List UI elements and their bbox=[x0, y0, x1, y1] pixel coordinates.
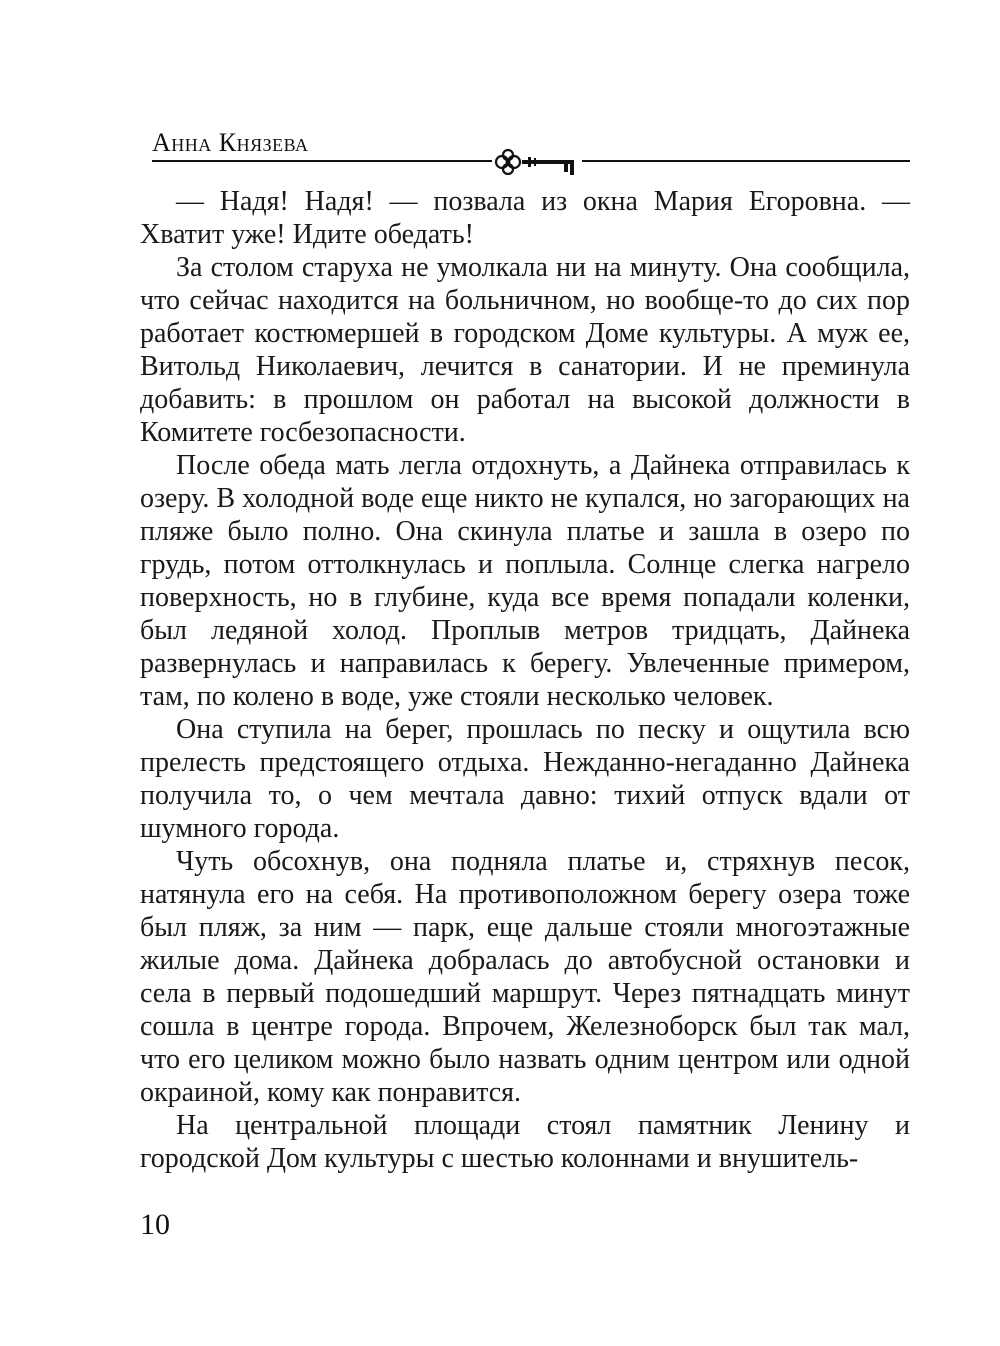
paragraph: Чуть обсохнув, она подняла платье и, стряхнув песок, натянула его на себя. На противоположном берегу озера тоже был пляж, за ним — парк, еще дальше стояли многоэтажные жилые дома. Дайнека добралась до автобусной остановки и села в первый подошедший маршрут. Через пятнадцать минут сошла в центре города. Впрочем, Железноборск был так мал, что его целиком можно было назвать одним центром или одной окраиной, кому как понравится. bbox=[140, 846, 910, 1108]
key-ornament-icon bbox=[492, 143, 582, 179]
paragraph: После обеда мать легла отдохнуть, а Дайнека отправилась к озеру. В холодной воде еще никто не купался, но загорающих на пляже было полно. Она скинула платье и зашла в озеро по грудь, потом оттолкнулась и поплыла. Солнце слегка нагрело поверхность, но в глубине, куда все время попадали коленки, был ледяной холод. Проплыв метров тридцать, Дайнека развернулась и направилась к берегу. Увлеченные примером, там, по колено в воде, уже стояли несколько человек. bbox=[140, 450, 910, 712]
paragraph: Она ступила на берег, прошлась по песку и ощутила всю прелесть предстоящего отдыха. Нежданно-негаданно Дайнека получила то, о чем мечтала давно: тихий отпуск вдали от шумного города. bbox=[140, 714, 910, 844]
page-number: 10 bbox=[140, 1208, 170, 1241]
paragraph: — Надя! Надя! — позвала из окна Мария Егоровна. — Хватит уже! Идите обедать! bbox=[140, 186, 910, 250]
body-text bbox=[140, 185, 910, 1175]
paragraph: За столом старуха не умолкала ни на минуту. Она сообщила, что сейчас находится на больничном, но вообще-то до сих пор работает костюмершей в городском Доме культуры. А муж ее, Витольд Николаевич, лечится в санатории. И не преминула добавить: в прошлом он работал на высокой должности в Комитете госбезопасности. bbox=[140, 252, 910, 448]
paragraph: На центральной площади стоял памятник Ленину и городской Дом культуры с шестью колоннами и внушитель- bbox=[140, 1110, 910, 1174]
author-name: Анна Князева bbox=[152, 128, 309, 157]
running-header bbox=[0, 0, 1000, 180]
